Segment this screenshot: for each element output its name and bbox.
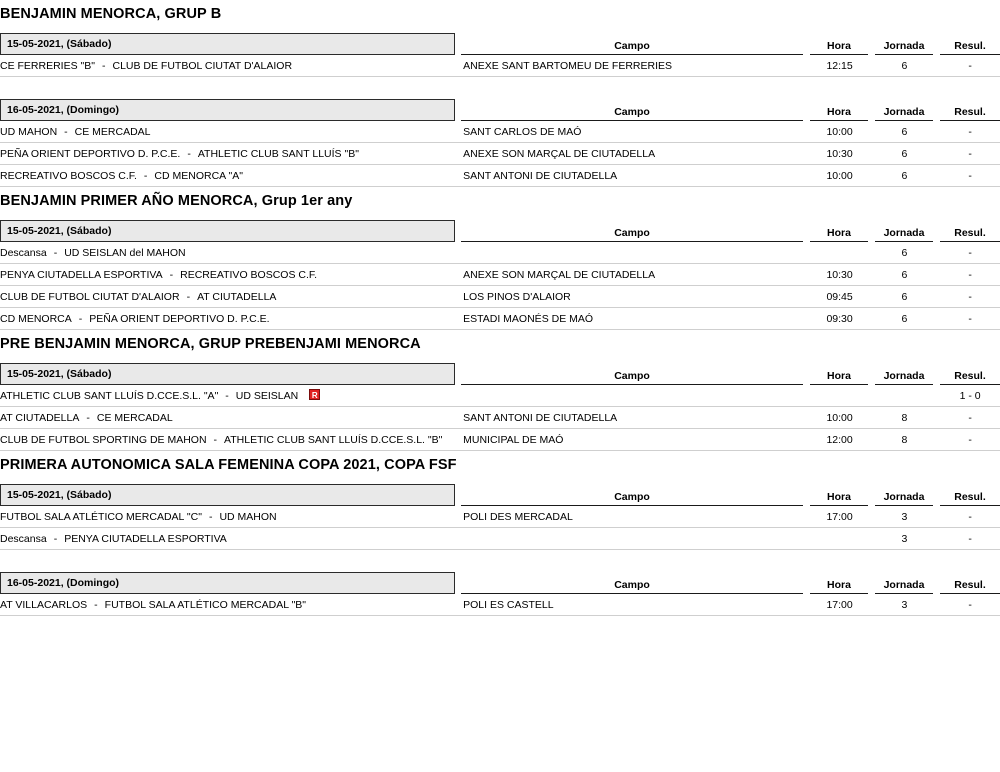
date-bar: 16-05-2021, (Domingo) bbox=[0, 99, 455, 121]
match-jornada: 6 bbox=[901, 312, 908, 325]
date-group bbox=[0, 33, 1000, 77]
match-rows bbox=[0, 506, 1000, 550]
date-bar: 15-05-2021, (Sábado) bbox=[0, 220, 455, 242]
away-team: CE MERCADAL bbox=[74, 125, 151, 138]
group-header bbox=[0, 99, 1000, 121]
match-teams bbox=[0, 126, 457, 138]
versus-separator: - bbox=[64, 125, 68, 138]
match-campo: SANT ANTONI DE CIUTADELLA bbox=[463, 411, 618, 424]
match-hora: 10:30 bbox=[826, 268, 853, 281]
date-group bbox=[0, 220, 1000, 330]
match-resul: - bbox=[968, 59, 972, 72]
column-header-campo: Campo bbox=[461, 227, 803, 242]
match-teams bbox=[0, 148, 457, 160]
column-header-campo: Campo bbox=[461, 106, 803, 121]
away-team: ATHLETIC CLUB SANT LLUÍS D.CCE.S.L. "B" bbox=[224, 433, 443, 446]
away-team: AT CIUTADELLA bbox=[197, 290, 277, 303]
match-jornada: 6 bbox=[901, 268, 908, 281]
match-rows bbox=[0, 55, 1000, 77]
match-hora: 12:00 bbox=[826, 433, 853, 446]
home-team: Descansa bbox=[0, 246, 47, 259]
versus-separator: - bbox=[187, 147, 191, 160]
match-teams bbox=[0, 533, 457, 545]
match-campo: SANT CARLOS DE MAÓ bbox=[463, 125, 582, 138]
group-header bbox=[0, 220, 1000, 242]
away-team: RECREATIVO BOSCOS C.F. bbox=[180, 268, 318, 281]
versus-separator: - bbox=[78, 312, 83, 325]
match-row[interactable] bbox=[0, 55, 1000, 77]
match-jornada: 6 bbox=[901, 169, 908, 182]
column-header-jornada: Jornada bbox=[875, 491, 933, 506]
match-campo: ANEXE SON MARÇAL DE CIUTADELLA bbox=[463, 268, 656, 281]
column-headers bbox=[455, 40, 1000, 55]
away-team: UD SEISLAN del MAHON bbox=[64, 246, 186, 259]
match-resul: - bbox=[968, 147, 972, 160]
match-resul: - bbox=[968, 532, 972, 545]
match-resul: - bbox=[968, 290, 972, 303]
column-header-hora: Hora bbox=[810, 491, 868, 506]
competition-block bbox=[0, 330, 1000, 451]
match-hora: 10:00 bbox=[826, 169, 853, 182]
match-teams bbox=[0, 170, 457, 182]
report-badge-icon[interactable]: R bbox=[309, 389, 320, 400]
date-bar: 15-05-2021, (Sábado) bbox=[0, 33, 455, 55]
match-row[interactable] bbox=[0, 429, 1000, 451]
away-team: UD MAHON bbox=[219, 510, 277, 523]
away-team: ATHLETIC CLUB SANT LLUÍS "B" bbox=[197, 147, 359, 160]
column-headers bbox=[455, 579, 1000, 594]
home-team: CE FERRERIES "B" bbox=[0, 59, 95, 72]
match-row[interactable] bbox=[0, 121, 1000, 143]
away-team: CLUB DE FUTBOL CIUTAT D'ALAIOR bbox=[112, 59, 293, 72]
match-row[interactable] bbox=[0, 264, 1000, 286]
match-row[interactable] bbox=[0, 143, 1000, 165]
column-header-hora: Hora bbox=[810, 40, 868, 55]
match-teams bbox=[0, 247, 457, 259]
match-jornada: 3 bbox=[901, 598, 908, 611]
home-team: AT CIUTADELLA bbox=[0, 411, 80, 424]
match-hora: 12:15 bbox=[826, 59, 853, 72]
column-header-hora: Hora bbox=[810, 227, 868, 242]
match-resul: - bbox=[968, 411, 972, 424]
match-jornada: 6 bbox=[901, 246, 908, 259]
match-jornada: 3 bbox=[901, 532, 908, 545]
away-team: CE MERCADAL bbox=[96, 411, 173, 424]
competition-title: PRE BENJAMIN MENORCA, GRUP PREBENJAMI MENORCA bbox=[0, 336, 421, 352]
match-hora: 17:00 bbox=[826, 598, 853, 611]
date-bar: 16-05-2021, (Domingo) bbox=[0, 572, 455, 594]
match-row[interactable] bbox=[0, 242, 1000, 264]
column-header-campo: Campo bbox=[461, 370, 803, 385]
match-resul: - bbox=[968, 598, 972, 611]
match-teams bbox=[0, 389, 457, 403]
match-hora: 10:30 bbox=[826, 147, 853, 160]
column-header-resul: Resul. bbox=[940, 227, 1000, 242]
column-header-campo: Campo bbox=[461, 40, 803, 55]
competition-block bbox=[0, 451, 1000, 616]
date-group bbox=[0, 99, 1000, 187]
column-headers bbox=[455, 227, 1000, 242]
away-team: FUTBOL SALA ATLÉTICO MERCADAL "B" bbox=[104, 598, 307, 611]
versus-separator: - bbox=[53, 532, 58, 545]
versus-separator: - bbox=[225, 389, 229, 402]
column-headers bbox=[455, 370, 1000, 385]
versus-separator: - bbox=[101, 59, 106, 72]
match-hora: 10:00 bbox=[826, 125, 853, 138]
match-row[interactable] bbox=[0, 506, 1000, 528]
match-resul: - bbox=[968, 268, 972, 281]
match-campo: SANT ANTONI DE CIUTADELLA bbox=[463, 169, 618, 182]
date-group bbox=[0, 572, 1000, 616]
group-header bbox=[0, 572, 1000, 594]
column-headers bbox=[455, 491, 1000, 506]
match-jornada: 8 bbox=[901, 433, 908, 446]
competition-block bbox=[0, 0, 1000, 187]
match-campo: LOS PINOS D'ALAIOR bbox=[463, 290, 571, 303]
versus-separator: - bbox=[86, 411, 90, 424]
match-teams bbox=[0, 434, 457, 446]
column-header-resul: Resul. bbox=[940, 370, 1000, 385]
match-teams bbox=[0, 291, 457, 303]
versus-separator: - bbox=[186, 290, 191, 303]
match-row[interactable] bbox=[0, 528, 1000, 550]
competition-title: BENJAMIN MENORCA, GRUP B bbox=[0, 6, 222, 22]
versus-separator: - bbox=[169, 268, 174, 281]
match-row[interactable] bbox=[0, 286, 1000, 308]
date-group bbox=[0, 484, 1000, 550]
match-campo: ANEXE SANT BARTOMEU DE FERRERIES bbox=[463, 59, 673, 72]
column-header-resul: Resul. bbox=[940, 40, 1000, 55]
match-jornada: 8 bbox=[901, 411, 908, 424]
match-row[interactable] bbox=[0, 308, 1000, 330]
match-campo: MUNICIPAL DE MAÓ bbox=[463, 433, 564, 446]
match-hora: 17:00 bbox=[826, 510, 853, 523]
match-rows bbox=[0, 121, 1000, 187]
match-jornada: 6 bbox=[901, 290, 908, 303]
column-header-campo: Campo bbox=[461, 579, 803, 594]
column-header-hora: Hora bbox=[810, 370, 868, 385]
column-header-jornada: Jornada bbox=[875, 370, 933, 385]
match-hora: 10:00 bbox=[826, 411, 853, 424]
home-team: CLUB DE FUTBOL CIUTAT D'ALAIOR bbox=[0, 290, 180, 303]
match-teams bbox=[0, 599, 457, 611]
match-teams bbox=[0, 269, 457, 281]
column-header-resul: Resul. bbox=[940, 106, 1000, 121]
match-resul: - bbox=[968, 169, 972, 182]
column-header-jornada: Jornada bbox=[875, 40, 933, 55]
home-team: UD MAHON bbox=[0, 125, 58, 138]
match-jornada: 6 bbox=[901, 59, 908, 72]
match-jornada: 6 bbox=[901, 147, 908, 160]
match-teams bbox=[0, 60, 457, 72]
competition-title: BENJAMIN PRIMER AÑO MENORCA, Grup 1er any bbox=[0, 193, 353, 209]
column-headers bbox=[455, 106, 1000, 121]
versus-separator: - bbox=[213, 433, 218, 446]
column-header-resul: Resul. bbox=[940, 579, 1000, 594]
match-hora: 09:45 bbox=[826, 290, 853, 303]
match-campo: POLI ES CASTELL bbox=[463, 598, 554, 611]
date-bar: 15-05-2021, (Sábado) bbox=[0, 484, 455, 506]
group-header bbox=[0, 363, 1000, 385]
match-rows bbox=[0, 594, 1000, 616]
match-rows bbox=[0, 385, 1000, 451]
match-rows bbox=[0, 242, 1000, 330]
match-resul: - bbox=[968, 246, 972, 259]
away-team: CD MENORCA "A" bbox=[154, 169, 243, 182]
column-header-hora: Hora bbox=[810, 579, 868, 594]
home-team: PENYA CIUTADELLA ESPORTIVA bbox=[0, 268, 163, 281]
match-row[interactable] bbox=[0, 165, 1000, 187]
column-header-hora: Hora bbox=[810, 106, 868, 121]
match-row[interactable] bbox=[0, 594, 1000, 616]
home-team: AT VILLACARLOS bbox=[0, 598, 88, 611]
date-bar: 15-05-2021, (Sábado) bbox=[0, 363, 455, 385]
match-resul: - bbox=[968, 433, 972, 446]
match-resul: - bbox=[968, 510, 972, 523]
column-header-jornada: Jornada bbox=[875, 106, 933, 121]
match-row[interactable] bbox=[0, 385, 1000, 407]
column-header-jornada: Jornada bbox=[875, 579, 933, 594]
match-resul: 1 - 0 bbox=[959, 389, 981, 402]
match-teams bbox=[0, 511, 457, 523]
home-team: FUTBOL SALA ATLÉTICO MERCADAL "C" bbox=[0, 510, 202, 523]
match-resul: - bbox=[968, 312, 972, 325]
competition-block bbox=[0, 187, 1000, 330]
versus-separator: - bbox=[143, 169, 148, 182]
home-team: RECREATIVO BOSCOS C.F. bbox=[0, 169, 137, 182]
versus-separator: - bbox=[208, 510, 213, 523]
versus-separator: - bbox=[94, 598, 98, 611]
versus-separator: - bbox=[53, 246, 58, 259]
away-team: PENYA CIUTADELLA ESPORTIVA bbox=[64, 532, 227, 545]
match-resul: - bbox=[968, 125, 972, 138]
away-team: UD SEISLAN bbox=[235, 389, 299, 402]
column-header-jornada: Jornada bbox=[875, 227, 933, 242]
match-teams bbox=[0, 313, 457, 325]
home-team: Descansa bbox=[0, 532, 47, 545]
match-row[interactable] bbox=[0, 407, 1000, 429]
home-team: ATHLETIC CLUB SANT LLUÍS D.CCE.S.L. "A" bbox=[0, 389, 219, 402]
competition-title: PRIMERA AUTONOMICA SALA FEMENINA COPA 2021, COPA FSF bbox=[0, 457, 457, 473]
group-header bbox=[0, 484, 1000, 506]
match-campo: ESTADI MAONÉS DE MAÓ bbox=[463, 312, 594, 325]
column-header-campo: Campo bbox=[461, 491, 803, 506]
column-header-resul: Resul. bbox=[940, 491, 1000, 506]
match-hora: 09:30 bbox=[826, 312, 853, 325]
match-jornada: 3 bbox=[901, 510, 908, 523]
date-group bbox=[0, 363, 1000, 451]
group-header bbox=[0, 33, 1000, 55]
match-campo: ANEXE SON MARÇAL DE CIUTADELLA bbox=[463, 147, 656, 160]
match-jornada: 6 bbox=[901, 125, 908, 138]
home-team: CD MENORCA bbox=[0, 312, 72, 325]
home-team: PEÑA ORIENT DEPORTIVO D. P.C.E. bbox=[0, 147, 181, 160]
match-teams bbox=[0, 412, 457, 424]
match-campo: POLI DES MERCADAL bbox=[463, 510, 573, 523]
home-team: CLUB DE FUTBOL SPORTING DE MAHON bbox=[0, 433, 207, 446]
away-team: PEÑA ORIENT DEPORTIVO D. P.C.E. bbox=[89, 312, 270, 325]
